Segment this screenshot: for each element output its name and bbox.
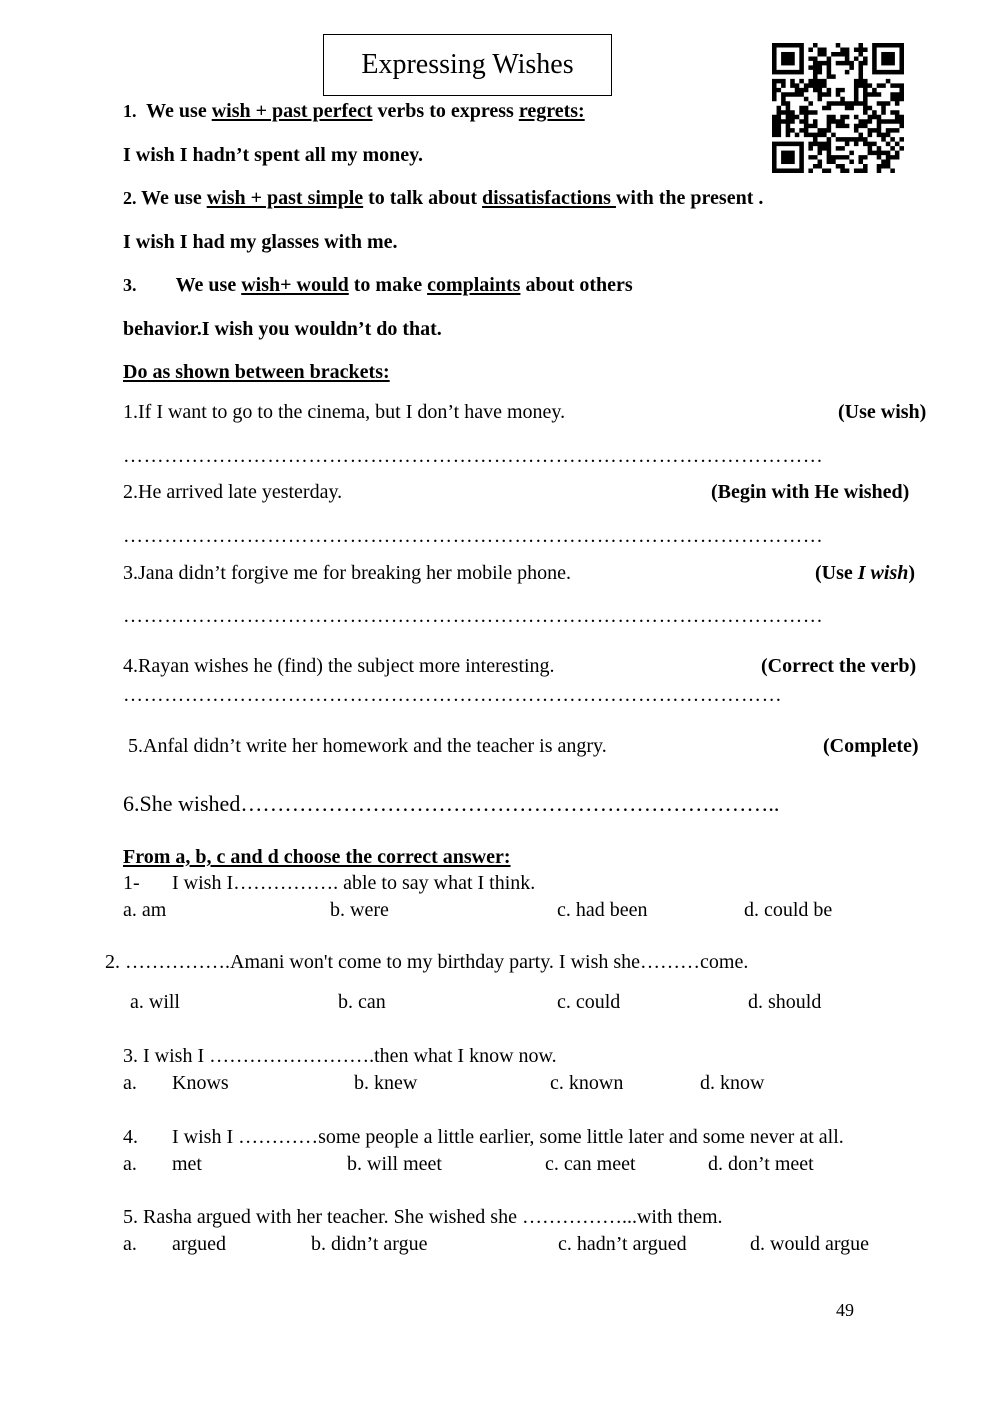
mc-question-5-stem: 5. Rasha argued with her teacher. She wished she ……………...with them. [123,1206,723,1228]
exercise-1-instruction: (Use wish) [838,401,927,423]
mc-q3-option-b[interactable]: b. knew [354,1072,418,1094]
exercise-4-instruction: (Correct the verb) [761,655,917,677]
mc-q5-option-c[interactable]: c. hadn’t argued [558,1233,687,1255]
mc-q4-option-b[interactable]: b. will meet [347,1153,442,1175]
rule-3-tail: about others [525,274,633,296]
mc-question-4-num: 4. [123,1126,138,1148]
section-2-heading [123,846,511,869]
exercise-5-text: 5.Anfal didn’t write her homework and the teacher is angry. [128,735,607,757]
rule-3-lead: We use [175,274,237,296]
rule-3-example: behavior.I wish you wouldn’t do that. [123,318,442,340]
rule-2-example: I wish I had my glasses with me. [123,231,398,253]
rule-1-form: wish + past perfect [211,100,373,122]
rule-3-mid: to make [353,274,423,296]
section-1-heading [123,361,390,384]
mc-q1-option-b[interactable]: b. were [330,899,389,921]
exercise-5-instruction: (Complete) [823,735,919,757]
exercise-3-instruction-pre: (Use [815,562,858,584]
exercise-3-answer-line[interactable]: ………………………………………………………………………………………… [123,605,824,627]
mc-q1-option-c[interactable]: c. had been [557,899,648,921]
rule-1 [123,100,585,123]
rule-2-mid: to talk about [368,187,478,209]
mc-q4-option-d[interactable]: d. don’t meet [708,1153,814,1175]
mc-q1-option-d[interactable]: d. could be [744,899,833,921]
mc-q2-option-c[interactable]: c. could [557,991,621,1013]
page-number: 49 [836,1300,854,1320]
mc-q5-option-a-letter[interactable]: a. [123,1233,137,1255]
mc-q4-option-c[interactable]: c. can meet [545,1153,636,1175]
rule-2 [123,187,763,210]
mc-q2-option-b[interactable]: b. can [338,991,386,1013]
exercise-3-instruction [815,562,915,585]
mc-question-1-stem: I wish I……………. able to say what I think. [172,872,536,894]
qr-code-icon [772,43,904,173]
mc-q2-option-a[interactable]: a. will [130,991,180,1013]
rule-2-term: dissatisfactions [482,187,616,209]
section-1-heading-text: Do as shown between brackets: [123,361,390,383]
mc-q2-option-d[interactable]: d. should [748,991,822,1013]
rule-1-example: I wish I hadn’t spent all my money. [123,144,424,166]
mc-question-4-stem: I wish I …………some people a little earlier, some little later and some never at all. [172,1126,844,1148]
rule-3 [123,274,633,297]
rule-1-lead: We use [146,100,207,122]
mc-q3-option-a-letter[interactable]: a. [123,1072,137,1094]
rule-1-term: regrets: [518,100,585,122]
rule-2-tail: with the present . [615,187,764,209]
mc-q3-option-c[interactable]: c. known [550,1072,624,1094]
mc-q3-option-d[interactable]: d. know [700,1072,765,1094]
mc-q3-option-a[interactable]: Knows [172,1072,229,1094]
rule-2-lead: We use [141,187,202,209]
exercise-3-instruction-em: I wish [857,562,909,584]
rule-2-num: 2. [123,188,137,208]
mc-q5-option-b[interactable]: b. didn’t argue [311,1233,428,1255]
mc-question-1-num: 1- [123,872,140,894]
mc-q4-option-a-letter[interactable]: a. [123,1153,137,1175]
mc-q4-option-a[interactable]: met [172,1153,202,1175]
mc-question-2-stem: 2. …………….Amani won't come to my birthday party. I wish she………come. [105,951,749,973]
exercise-4-answer-line[interactable]: …………………………………………………………………………………… [123,684,783,706]
rule-3-term: complaints [427,274,521,296]
mc-q5-option-d[interactable]: d. would argue [750,1233,870,1255]
worksheet-title: Expressing Wishes [323,34,612,96]
exercise-2-text: 2.He arrived late yesterday. [123,481,343,503]
exercise-1-answer-line[interactable]: ………………………………………………………………………………………… [123,445,824,467]
mc-q5-option-a[interactable]: argued [172,1233,227,1255]
rule-2-form: wish + past simple [206,187,364,209]
exercise-3-instruction-post: ) [908,562,916,584]
rule-1-num: 1. [123,101,137,121]
rule-1-mid: verbs to express [377,100,514,122]
exercise-1-text: 1.If I want to go to the cinema, but I don’t have money. [123,401,566,423]
mc-q1-option-a[interactable]: a. am [123,899,167,921]
exercise-6-text[interactable]: 6.She wished……………………………………………………………….. [123,791,780,816]
exercise-4-text: 4.Rayan wishes he (find) the subject more interesting. [123,655,555,677]
rule-3-num: 3. [123,275,137,295]
exercise-3-text: 3.Jana didn’t forgive me for breaking her mobile phone. [123,562,572,584]
mc-question-3-stem: 3. I wish I …………………….then what I know now. [123,1045,557,1067]
section-2-heading-text: From a, b, c and d choose the correct answer: [123,846,511,868]
exercise-2-instruction: (Begin with He wished) [711,481,910,503]
rule-3-form: wish+ would [241,274,349,296]
exercise-2-answer-line[interactable]: ………………………………………………………………………………………… [123,525,824,547]
